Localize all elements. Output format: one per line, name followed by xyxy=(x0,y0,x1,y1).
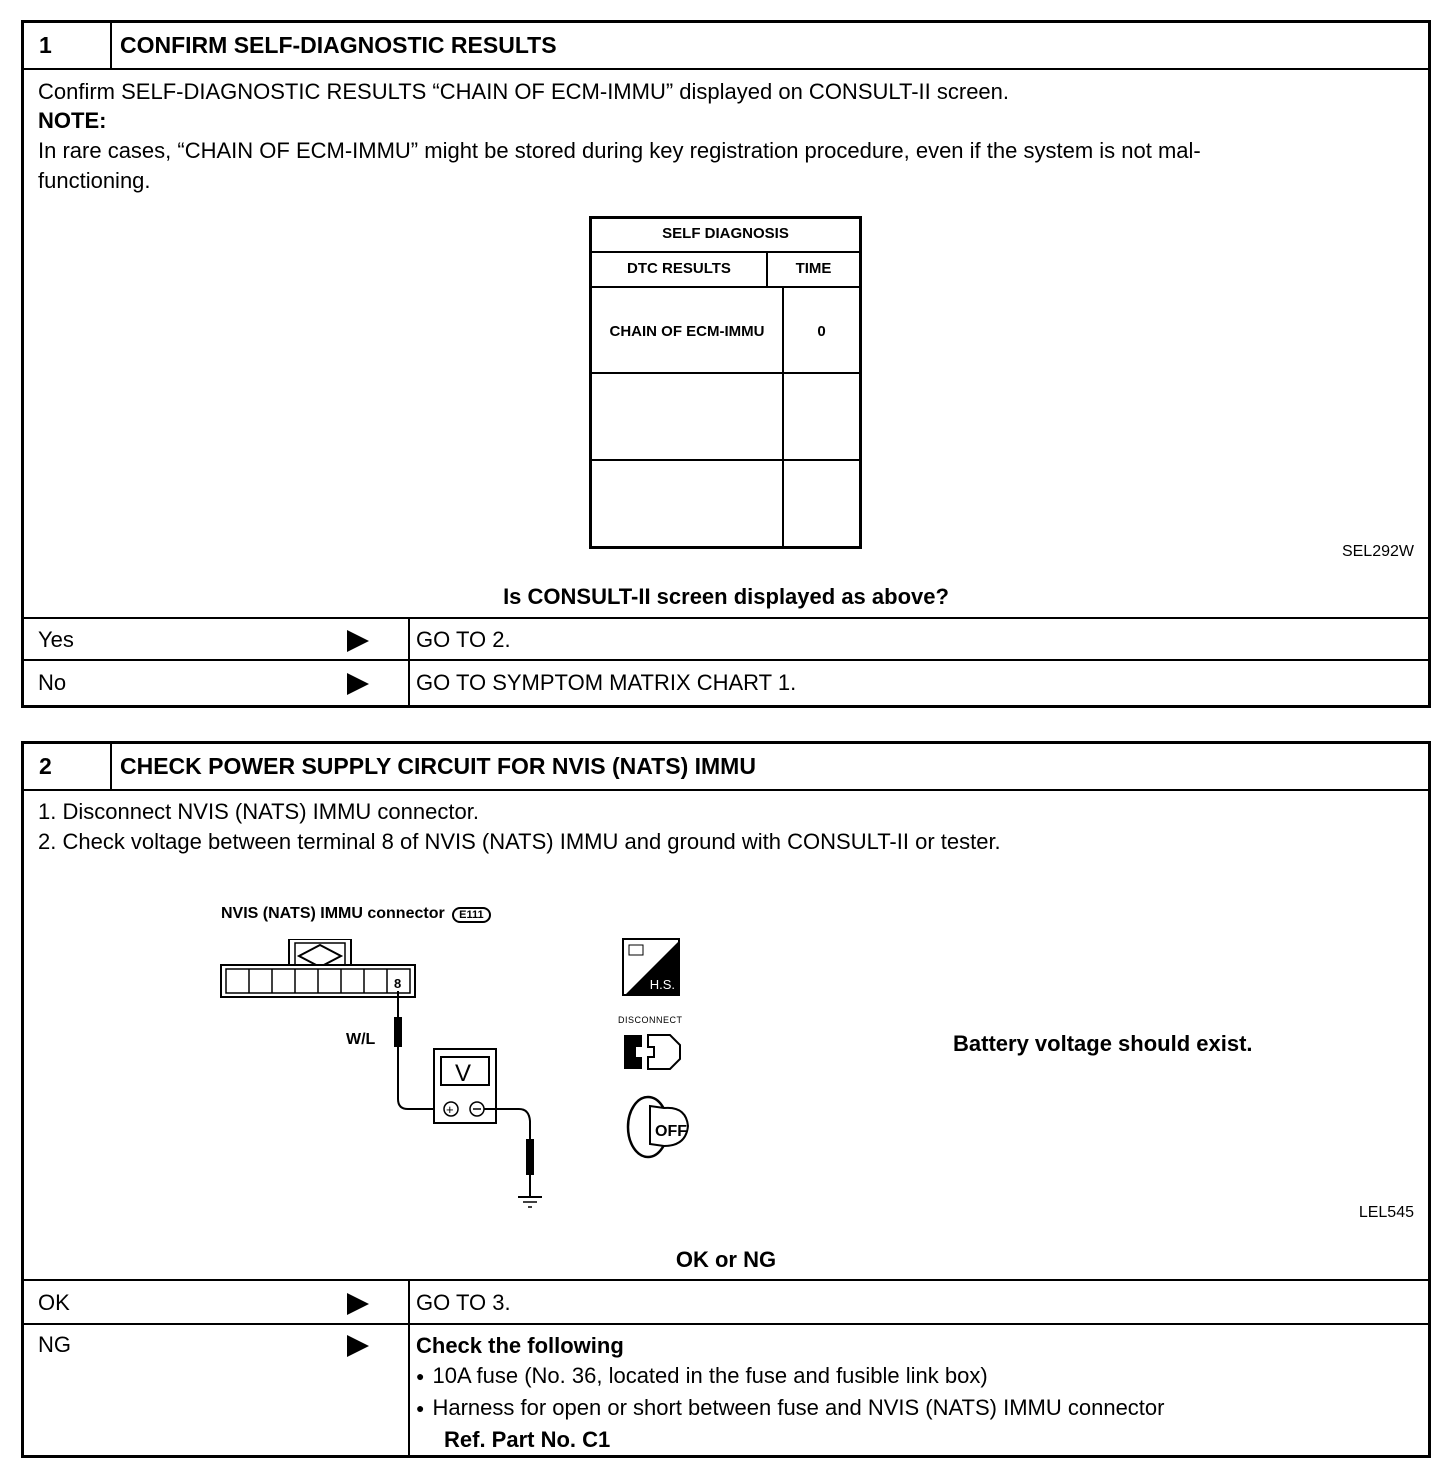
result-row-no xyxy=(24,659,1428,707)
spec-text: Battery voltage should exist. xyxy=(953,1031,1253,1056)
result-row-yes xyxy=(24,617,1428,661)
step-question: Is CONSULT-II screen displayed as above? xyxy=(503,584,949,609)
disconnect-label: DISCONNECT xyxy=(618,1015,683,1025)
step-1-header xyxy=(24,23,1428,70)
step-number: 2 xyxy=(24,744,112,789)
instruction-1: 1. Disconnect NVIS (NATS) IMMU connector. xyxy=(38,799,479,824)
consult-screen-table xyxy=(589,216,862,549)
svg-text:+: + xyxy=(446,1102,454,1117)
svg-text:OFF: OFF xyxy=(655,1123,687,1140)
step-1-block xyxy=(21,20,1431,708)
result-action: GO TO 3. xyxy=(408,1281,511,1325)
result-action xyxy=(408,1325,1164,1457)
voltage-check-diagram xyxy=(219,939,579,1209)
arrow-right-icon xyxy=(347,673,369,695)
note-label: NOTE: xyxy=(38,108,107,133)
disconnect-icon xyxy=(620,1027,690,1077)
harness-side-icon: H.S. xyxy=(622,938,680,996)
ref-part: Ref. Part No. C1 xyxy=(444,1427,611,1452)
col-time: TIME xyxy=(795,260,832,277)
ignition-off-icon xyxy=(624,1094,694,1160)
dtc-row-1: CHAIN OF ECM-IMMU xyxy=(609,323,765,340)
terminal-number: 8 xyxy=(394,976,402,991)
result-label: NG xyxy=(38,1332,71,1357)
result-label: No xyxy=(38,670,67,695)
result-row-ng xyxy=(24,1323,1428,1457)
step-title: CONFIRM SELF-DIAGNOSTIC RESULTS xyxy=(120,32,557,58)
arrow-right-icon xyxy=(347,1293,369,1315)
arrow-right-icon xyxy=(347,1335,369,1357)
connector-label: NVIS (NATS) IMMU connector E111 xyxy=(221,905,491,923)
result-action: GO TO SYMPTOM MATRIX CHART 1. xyxy=(408,661,796,707)
check-item: ● Harness for open or short between fuse and NVIS (NATS) IMMU connector xyxy=(416,1393,1164,1425)
check-title: Check the following xyxy=(416,1333,624,1358)
arrow-right-icon xyxy=(347,630,369,652)
check-item: ● 10A fuse (No. 36, located in the fuse and fusible link box) xyxy=(416,1361,1164,1393)
time-row-1: 0 xyxy=(817,323,826,340)
wire-color: W/L xyxy=(346,1031,376,1048)
figure-id: SEL292W xyxy=(1341,543,1414,560)
note-text-line2: functioning. xyxy=(38,168,151,193)
connector-code-badge: E111 xyxy=(452,907,490,923)
figure-id: LEL545 xyxy=(1358,1204,1414,1221)
step-number: 1 xyxy=(24,23,112,68)
instruction-2: 2. Check voltage between terminal 8 of NVIS (NATS) IMMU and ground with CONSULT-II or tester. xyxy=(38,829,1001,854)
step-2-header xyxy=(24,744,1428,791)
note-text-line1: In rare cases, “CHAIN OF ECM-IMMU” might be stored during key registration procedure, even if the system is not mal- xyxy=(38,138,1201,163)
step-title: CHECK POWER SUPPLY CIRCUIT FOR NVIS (NATS) IMMU xyxy=(120,753,756,779)
result-row-ok xyxy=(24,1279,1428,1325)
step-question: OK or NG xyxy=(675,1247,777,1272)
col-dtc-results: DTC RESULTS xyxy=(627,260,731,277)
result-action: GO TO 2. xyxy=(408,619,511,661)
result-label: OK xyxy=(38,1290,70,1315)
result-label: Yes xyxy=(38,627,74,652)
step-instruction: Confirm SELF-DIAGNOSTIC RESULTS “CHAIN OF ECM-IMMU” displayed on CONSULT-II screen. xyxy=(38,79,1010,104)
screen-title: SELF DIAGNOSIS xyxy=(662,225,789,242)
step-2-block xyxy=(21,741,1431,1458)
meter-symbol: V xyxy=(455,1060,472,1087)
